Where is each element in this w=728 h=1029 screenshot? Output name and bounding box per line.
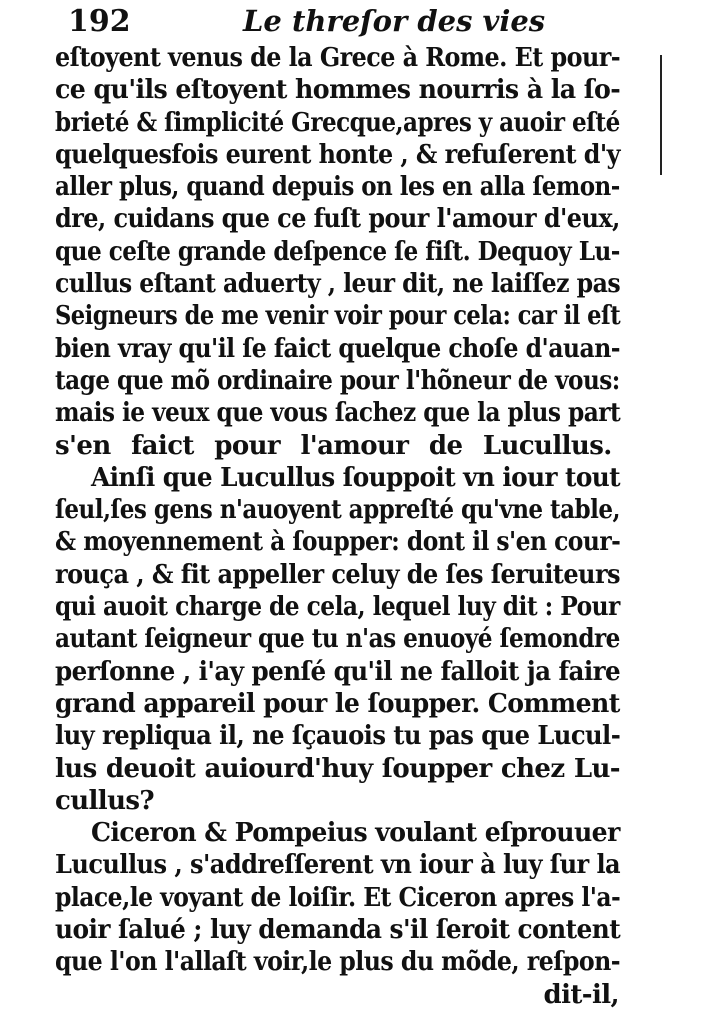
text-line: cullus eſtant aduerty , leur dit, ne laiſſez pas (55, 269, 621, 300)
text-line: & moyennement à ſoupper: dont il s'en cour- (55, 527, 621, 558)
text-line: ſeul,ſes gens n'auoyent appreſté qu'vne table, (55, 495, 620, 526)
text-line: brieté & ſimplicité Grecque,apres y auoir eſté (55, 107, 620, 138)
text-line: Lucullus , s'addreſſerent vn iour à luy ſur la (55, 850, 621, 881)
text-line: grand appareil pour le ſoupper. Comment (55, 688, 620, 719)
text-line: Seigneurs de me venir voir pour cela: car il eſt (55, 301, 621, 332)
text-line: que l'on l'allaſt voir,le plus du mõde, reſpon- (55, 947, 621, 978)
text-line: ce qu'ils eſtoyent hommes nourris à la ſo- (55, 75, 621, 106)
page-number: 192 (68, 4, 131, 39)
text-line: autant ſeigneur que tu n'as enuoyé ſemondre (55, 624, 620, 655)
text-line: place,le voyant de loiſir. Et Ciceron apres l'a- (55, 882, 621, 913)
text-line: cullus? (55, 785, 155, 816)
running-title: Le threſor des vies (243, 4, 546, 38)
text-line: Ainſi que Lucullus ſouppoit vn iour tout (91, 462, 621, 493)
page-header (58, 2, 618, 42)
text-line: dit-il, (543, 979, 619, 1010)
text-line: perſonne , i'ay penſé qu'il ne falloit ja faire (55, 656, 621, 687)
text-line: rouça , & fit appeller celuy de ſes ſeruiteurs (55, 559, 620, 590)
text-line: luy repliqua il, ne ſçauois tu pas que Lucul- (55, 721, 621, 752)
body-text (55, 42, 625, 1011)
margin-rule (660, 55, 662, 175)
text-line: mais ie veux que vous ſachez que la plus part (55, 398, 621, 429)
text-line: quelquesfois eurent honte , & refuſerent d'y (55, 139, 620, 170)
text-line: eſtoyent venus de la Grece à Rome. Et pour- (55, 43, 621, 73)
text-line: que ceſte grande deſpence ſe fiſt. Dequoy Lu- (55, 236, 620, 267)
text-line: lus deuoit auiourd'huy ſoupper chez Lu- (55, 753, 621, 784)
text-line: Ciceron & Pompeius voulant eſprouuer (91, 818, 620, 849)
text-line: uoir ſalué ; luy demanda s'il ſeroit content (55, 915, 621, 946)
text-line: qui auoit charge de cela, lequel luy dit : Pour (55, 592, 620, 623)
text-line: tage que mõ ordinaire pour l'hõneur de vous: (55, 365, 620, 396)
text-line: dre, cuidans que ce fuſt pour l'amour d'eux, (55, 204, 620, 235)
text-line: aller plus, quand depuis on les en alla ſemon- (55, 172, 620, 203)
text-line: bien vray qu'il ſe faict quelque choſe d'auan- (55, 333, 621, 364)
text-line: s'en faict pour l'amour de Lucullus. (55, 430, 612, 461)
